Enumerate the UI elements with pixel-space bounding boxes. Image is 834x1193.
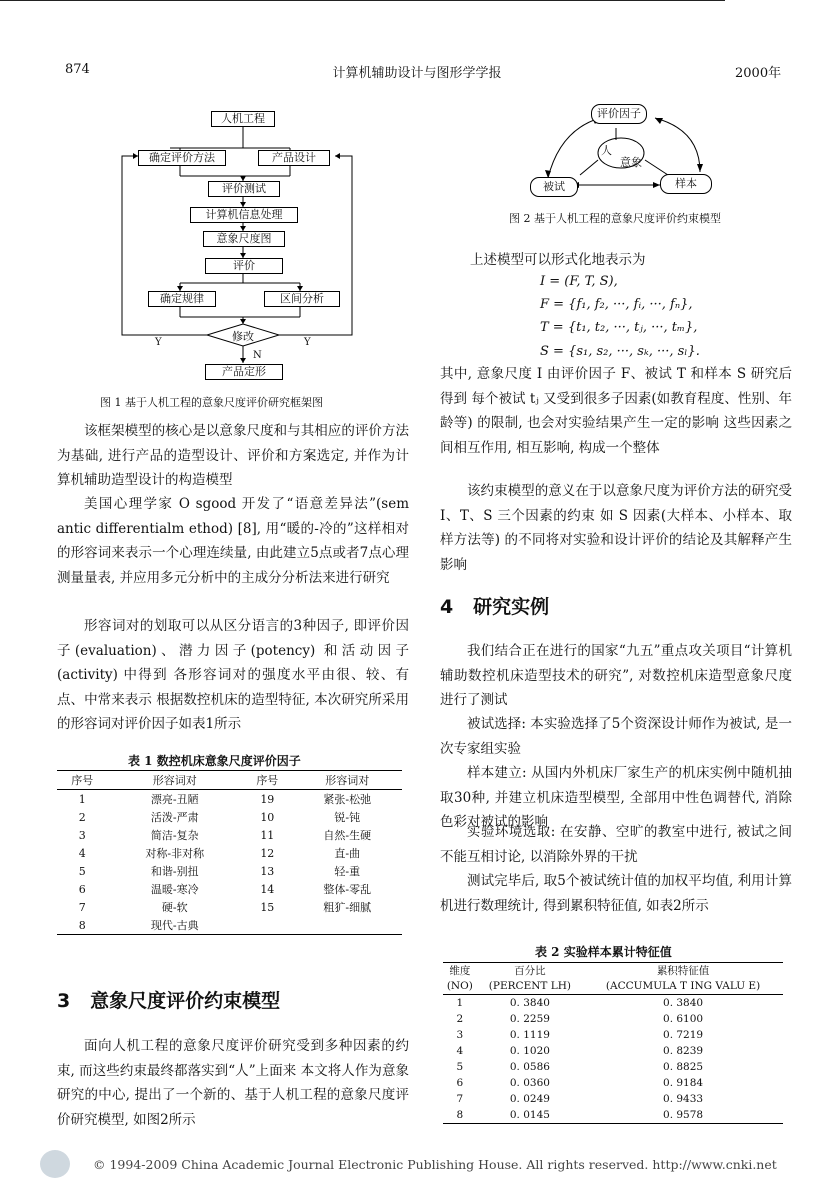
formula-i: I = (F, T, S),	[540, 274, 618, 289]
cnki-logo-icon	[40, 1150, 70, 1178]
table-cell: 直-曲	[334, 847, 361, 860]
table-cell: 1	[78, 792, 86, 806]
copyright-footer: © 1994-2009 China Academic Journal Electronic Publishing House. All rights reserved. http://www.cnki.net	[93, 1157, 777, 1172]
box-scale-chart: 意象尺度图	[203, 231, 285, 247]
table-cell: 3	[456, 1029, 464, 1041]
table-cell: 0. 0586	[509, 1061, 550, 1073]
box-evaluation-test: 评价测试	[208, 181, 280, 197]
node-subject: 被试	[530, 177, 578, 197]
table-row	[443, 1059, 783, 1075]
table-cell: 和谐-别扭	[150, 865, 199, 878]
table-2	[443, 962, 783, 1124]
node-sample: 样本	[660, 174, 712, 194]
box-computer-processing: 计算机信息处理	[190, 207, 298, 223]
table-cell: 活泼-严肃	[150, 811, 199, 824]
label-y-right: Y	[304, 337, 311, 348]
table-cell: 19	[260, 792, 275, 806]
table-cell: 0. 9184	[663, 1077, 704, 1089]
label-y-left: Y	[155, 337, 162, 348]
table-cell: 4	[78, 846, 86, 860]
table-cell: 7	[78, 900, 86, 914]
box-product-design: 产品设计	[258, 150, 330, 166]
journal-title: 计算机辅助设计与图形学学报	[332, 66, 502, 81]
table-row	[443, 1075, 783, 1091]
paragraph-framework: 该框架模型的核心是以意象尺度和与其相应的评价方法为基础, 进行产品的造型设计、评价和方案选定, 并作为计算机辅助造型设计的构造模型	[57, 423, 409, 488]
box-determine-rule: 确定规律	[148, 291, 216, 307]
table-cell: 6	[456, 1077, 464, 1089]
table-cell: 温暖-寒冷	[150, 883, 199, 896]
table-cell: 0. 1119	[509, 1029, 550, 1041]
table-cell: 0. 9433	[663, 1093, 704, 1105]
table-2-header-row-en	[443, 978, 783, 995]
section-number: 3	[57, 990, 71, 1012]
table-cell: 8	[78, 918, 86, 932]
figure-2-caption: 图 2 基于人机工程的意象尺度评价约束模型	[509, 212, 721, 225]
paragraph-osgood: 美国心理学家 O sgood 开发了“语意差异法”(sem antic differentialm ethod) [8], 用“暖的-冷的”这样相对的形容词来表示一个心理连续量, 由此建立5点或者7点心理测量量表, 并应用多元分析中的主成分分析法来进行研究	[57, 496, 409, 586]
page-number: 874	[65, 62, 90, 77]
table-cell: 轻-重	[334, 865, 361, 878]
table-cell: 3	[78, 828, 86, 842]
table-row	[57, 790, 402, 809]
label-n: N	[253, 350, 262, 361]
table-cell: 0. 2259	[509, 1013, 550, 1025]
table-cell: 锐-钝	[334, 811, 361, 824]
table-row	[57, 862, 402, 880]
table-cell: 5	[456, 1061, 464, 1073]
table-2-header: (PERCENT LH)	[488, 980, 571, 992]
table-cell: 15	[260, 900, 275, 914]
formula-t: T = {t₁, t₂, ···, tⱼ, ···, tₘ},	[540, 320, 698, 335]
table-cell: 自然-生硬	[323, 829, 372, 842]
paragraph-subjects: 被试选择: 本实验选择了5个资深设计师作为被试, 是一次专家组实验	[440, 716, 792, 757]
table-cell: 11	[260, 828, 275, 842]
table-cell: 13	[260, 864, 275, 878]
table-cell: 硬-软	[161, 901, 188, 914]
table-1-header-row	[57, 771, 402, 790]
paragraph-statistics: 测试完毕后, 取5个被试统计值的加权平均值, 利用计算机进行数理统计, 得到累积特征值, 如表2所示	[440, 873, 792, 914]
formula-f: F = {f₁, f₂, ···, fᵢ, ···, fₙ},	[540, 297, 693, 312]
table-cell: 14	[260, 882, 275, 896]
table-1-header: 形容词对	[152, 774, 197, 787]
table-cell: 紧张-松弛	[323, 793, 372, 806]
table-cell	[242, 916, 292, 935]
table-cell: 简洁-复杂	[150, 829, 199, 842]
table-cell: 7	[456, 1093, 464, 1105]
table-cell: 0. 8239	[663, 1045, 704, 1057]
box-evaluate: 评价	[205, 258, 283, 274]
table-1-header: 序号	[71, 774, 94, 787]
table-row	[443, 1011, 783, 1027]
paragraph-samples: 样本建立: 从国内外机床厂家生产的机床实例中随机抽取30种, 并建立机床造型模型, 全部用中性色调替代, 消除色彩对被试的影响	[440, 765, 792, 830]
table-1	[57, 770, 402, 935]
paragraph-model-where: 其中, 意象尺度 I 由评价因子 F、被试 T 和样本 S 研究后得到 每个被试 tⱼ 又受到很多子因素(如教育程度、性别、年龄等) 的限制, 也会对实验结果产生一定的影响 这些因素之间相互作用, 相互影响, 构成一个整体	[440, 366, 792, 456]
table-cell: 2	[456, 1013, 464, 1025]
box-finalize: 产品定形	[205, 364, 283, 380]
section-4-heading	[440, 592, 549, 619]
table-row	[443, 1043, 783, 1059]
node-image: 意象	[620, 156, 642, 169]
section-title: 研究实例	[473, 596, 550, 618]
paragraph-constraint: 面向人机工程的意象尺度评价研究受到多种因素的约束, 而这些约束最终都落实到“人”上面来 本文将人作为意象研究的中心, 提出了一个新的、基于人机工程的意象尺度评价研究模型, 如图2所示	[57, 1038, 409, 1128]
table-row	[57, 844, 402, 862]
table-cell: 0. 8825	[663, 1061, 704, 1073]
table-cell: 整体-零乱	[323, 883, 372, 896]
table-row	[443, 1107, 783, 1124]
table-2-header: 百分比	[514, 965, 546, 977]
table-row	[57, 916, 402, 935]
table-cell: 1	[456, 997, 464, 1009]
table-row	[57, 808, 402, 826]
table-cell: 12	[260, 846, 275, 860]
table-cell: 10	[260, 810, 275, 824]
formula-s: S = {s₁, s₂, ···, sₖ, ···, sₗ}.	[540, 344, 700, 359]
table-row	[443, 1091, 783, 1107]
box-ergonomics: 人机工程	[211, 111, 275, 127]
paragraph-model-meaning: 该约束模型的意义在于以意象尺度为评价方法的研究受 I、T、S 三个因素的约束 如 S 因素(大样本、小样本、取样方法等) 的不同将对实验和设计评价的结论及其解释产生影响	[440, 483, 792, 573]
table-cell: 0. 3840	[509, 997, 550, 1009]
table-cell: 现代-古典	[150, 919, 199, 932]
table-1-header: 序号	[256, 774, 279, 787]
paragraph-case-intro: 我们结合正在进行的国家“九五”重点攻关项目“计算机辅助数控机床造型技术的研究”, 对数控机床造型意象尺度进行了测试	[440, 643, 792, 708]
table-cell: 8	[456, 1109, 464, 1121]
table-cell: 5	[78, 864, 86, 878]
section-number: 4	[440, 596, 454, 618]
table-cell: 对称-非对称	[145, 847, 205, 860]
table-2-header: 累积特征值	[656, 965, 710, 977]
paragraph-adjectives: 形容词对的划取可以从区分语言的3种因子, 即评价因子(evaluation)、潜力因子(potency) 和活动因子(activity) 中得到 各形容词对的强度水平由很、较、有点、中常来表示 根据数控机床的造型特征, 本次研究所采用的形容词对评价因子如表1所示	[57, 618, 409, 732]
table-cell: 0. 3840	[663, 997, 704, 1009]
table-1-caption: 表 1 数控机床意象尺度评价因子	[128, 754, 301, 768]
table-row	[443, 1027, 783, 1043]
model-intro: 上述模型可以形式化地表示为	[470, 252, 646, 268]
table-2-header: (NO)	[446, 980, 473, 992]
node-person: 人	[601, 144, 612, 157]
box-interval-analysis: 区间分析	[264, 291, 340, 307]
table-row	[57, 898, 402, 916]
table-cell: 0. 7219	[663, 1029, 704, 1041]
box-evaluation-method: 确定评价方法	[138, 150, 226, 166]
table-2-header-row	[443, 963, 783, 979]
table-cell: 漂亮-丑陋	[150, 793, 199, 806]
table-2-header: (ACCUMULA T ING VALU E)	[605, 980, 761, 992]
table-cell: 4	[456, 1045, 464, 1057]
table-cell: 6	[78, 882, 86, 896]
node-evaluation-factor: 评价因子	[591, 104, 647, 124]
year: 2000年	[735, 66, 782, 81]
figure-1-caption: 图 1 基于人机工程的意象尺度评价研究框架图	[100, 396, 323, 409]
table-cell: 0. 1020	[509, 1045, 550, 1057]
table-cell: 2	[78, 810, 86, 824]
table-cell: 粗犷-细腻	[323, 901, 372, 914]
table-2-header: 维度	[449, 965, 471, 977]
table-row	[57, 880, 402, 898]
table-cell: 0. 0249	[509, 1093, 550, 1105]
table-cell	[293, 916, 402, 935]
table-cell: 0. 9578	[663, 1109, 704, 1121]
table-1-header: 形容词对	[325, 774, 370, 787]
table-row	[443, 995, 783, 1012]
table-row	[57, 826, 402, 844]
table-cell: 0. 6100	[663, 1013, 704, 1025]
table-cell: 0. 0360	[509, 1077, 550, 1089]
section-3-heading	[57, 986, 280, 1013]
table-cell: 0. 0145	[509, 1109, 550, 1121]
diamond-modify-label: 修改	[232, 330, 254, 343]
section-title: 意象尺度评价约束模型	[90, 990, 281, 1012]
table-2-caption: 表 2 实验样本累计特征值	[535, 945, 672, 959]
paragraph-environment: 实验环境选取: 在安静、空旷的教室中进行, 被试之间不能互相讨论, 以消除外界的干扰	[440, 824, 792, 865]
